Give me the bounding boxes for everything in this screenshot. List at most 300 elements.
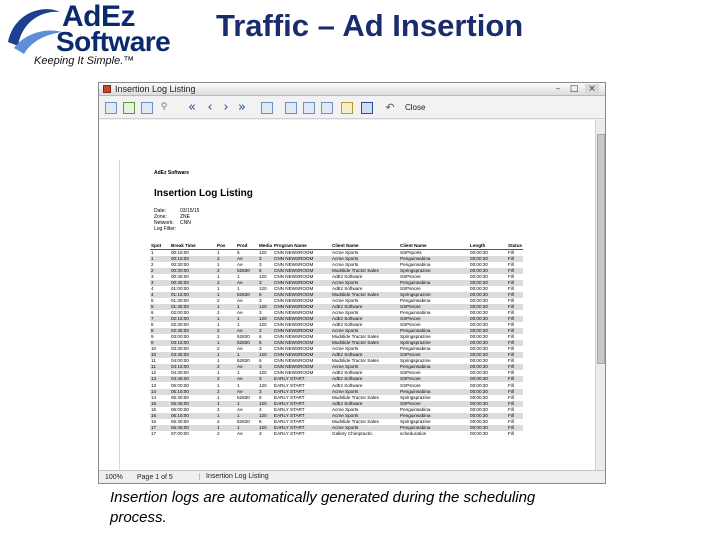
table-cell: 2 <box>216 328 236 334</box>
table-cell: Fill <box>508 249 514 255</box>
table-cell: 120 <box>258 425 273 431</box>
column-header: Pos <box>216 242 236 249</box>
logo-name-bottom: Software <box>56 26 171 57</box>
pdf-icon[interactable] <box>321 102 333 114</box>
table-cell: Penguinsabina <box>399 425 469 431</box>
table-cell: 1 <box>237 273 240 279</box>
column-header: Program Name <box>273 242 331 249</box>
table-cell: 1 <box>236 352 258 358</box>
table-cell: AdEz Software <box>332 382 363 388</box>
table-cell: 120 <box>259 273 267 279</box>
table-cell: 2 <box>217 346 220 352</box>
table-cell: 00:00:30 <box>470 273 488 279</box>
table-cell: EARLY START <box>274 418 305 424</box>
table-cell: 05:00:00 <box>171 382 189 388</box>
table-cell: Fill <box>508 370 514 376</box>
table-cell: 11 <box>150 364 170 370</box>
table-cell: 6 <box>259 334 262 340</box>
table-cell: 00:00:30 <box>470 249 488 255</box>
table-cell: 120 <box>259 249 267 255</box>
table-cell: 14 <box>151 394 157 400</box>
table-cell: 2 <box>217 297 220 303</box>
table-cell: 00:00:30 <box>470 406 488 412</box>
close-window-button[interactable]: × <box>585 84 599 94</box>
table-cell: Fill <box>507 413 523 419</box>
table-cell: 52830 <box>237 334 250 340</box>
table-cell: 3 <box>259 406 262 412</box>
table-cell: Acme Sports <box>331 256 399 262</box>
table-cell: 11 <box>151 358 156 364</box>
table-cell: 6 <box>259 358 262 364</box>
table-cell: AdEz Software <box>332 370 363 376</box>
table-cell: 00:00:30 <box>470 418 488 424</box>
table-cell: 01:45:00 <box>170 304 216 310</box>
table-cell: 00:15:00 <box>171 249 189 255</box>
table-cell: 00:00:30 <box>469 425 507 431</box>
table-cell: Fill <box>508 261 514 267</box>
table-cell: Fill <box>507 352 523 358</box>
table-cell: Penguinsabina <box>399 413 469 419</box>
table-cell: CNN NEWSROOM <box>273 352 331 358</box>
table-cell: Fill <box>507 364 523 370</box>
table-cell: 3 <box>258 376 273 382</box>
table-cell: 3 <box>258 328 273 334</box>
table-cell: Penguinsabina <box>400 297 431 303</box>
table-cell: Fill <box>508 273 514 279</box>
table-cell: SSPsports <box>400 249 422 255</box>
table-cell: 1 <box>237 285 240 291</box>
table-cell: SSPsnore <box>400 370 421 376</box>
table-cell: AdEz Software <box>331 316 399 322</box>
table-cell: Ae <box>236 364 258 370</box>
table-cell: 1 <box>237 322 240 328</box>
table-cell: 3 <box>259 261 262 267</box>
table-cell: 2 <box>216 376 236 382</box>
table-cell: 00:00:30 <box>469 304 507 310</box>
table-cell: 03:15:00 <box>170 340 216 346</box>
slide-caption: Insertion logs are automatically generated during the scheduling process. <box>110 489 536 526</box>
table-cell: Fill <box>507 401 523 407</box>
meta-key: Network: <box>154 220 174 226</box>
table-cell: AdEz Software <box>332 273 363 279</box>
table-cell: 2 <box>216 256 236 262</box>
table-cell: 1 <box>216 352 236 358</box>
table-cell: Ae <box>237 261 243 267</box>
table-cell: 1 <box>217 249 220 255</box>
table-cell: 1 <box>217 394 220 400</box>
table-cell: 07:00:00 <box>171 430 189 436</box>
table-cell: Penguinsabina <box>399 256 469 262</box>
table-cell: 2 <box>217 406 220 412</box>
table-cell: 02:00:00 <box>171 309 189 315</box>
table-cell: Fill <box>507 304 523 310</box>
table-cell: 8 <box>151 322 154 328</box>
table-cell: 7 <box>150 316 170 322</box>
table-cell: Penguinsabina <box>399 280 469 286</box>
search-icon[interactable]: ⚲ <box>160 102 168 112</box>
table-cell: 1 <box>217 382 220 388</box>
table-cell: 00:45:00 <box>171 273 189 279</box>
open-folder-icon[interactable] <box>341 102 353 114</box>
table-cell: 14 <box>150 389 170 395</box>
table-cell: CNN NEWSROOM <box>274 334 314 340</box>
table-cell: CNN NEWSROOM <box>274 370 314 376</box>
meta-value: CNN <box>180 220 191 226</box>
table-cell: 1 <box>150 256 170 262</box>
table-cell: 6 <box>258 292 273 298</box>
table-cell: 3 <box>258 364 273 370</box>
table-cell: CNN NEWSROOM <box>273 256 331 262</box>
table-cell: Penguinsabina <box>399 328 469 334</box>
table-cell: 00:00:30 <box>469 268 507 274</box>
table-cell: CNN NEWSROOM <box>273 280 331 286</box>
table-cell: 16 <box>151 418 157 424</box>
logo-name-top: AdEz <box>62 0 135 33</box>
table-cell: 6 <box>259 418 262 424</box>
table-cell: Ae <box>237 430 243 436</box>
table-cell: 00:15:00 <box>170 256 216 262</box>
table-cell: 3 <box>259 346 262 352</box>
table-cell: 1 <box>216 425 236 431</box>
table-cell: 52830 <box>237 358 250 364</box>
table-cell: 1 <box>236 413 258 419</box>
table-cell: 00:30:00 <box>171 261 189 267</box>
table-cell: Springsprazine <box>400 358 431 364</box>
table-cell: 6 <box>151 309 154 315</box>
meta-row <box>154 226 199 232</box>
table-cell: 120 <box>258 401 273 407</box>
table-cell: Springsprazine <box>399 340 469 346</box>
report-company: AdEz Software <box>154 170 190 176</box>
logo-tagline: Keeping It Simple.™ <box>34 55 135 67</box>
meta-value: 03/15/15 <box>180 208 200 214</box>
table-cell: Ae <box>237 297 243 303</box>
next-page-icon[interactable]: › <box>223 100 229 115</box>
table-cell: Ae <box>237 406 243 412</box>
table-cell: Penguinsabina <box>400 261 431 267</box>
table-cell: 120 <box>259 285 267 291</box>
table-cell: Penguinsabina <box>399 389 469 395</box>
table-cell: AdEz Software <box>331 304 399 310</box>
table-cell: 00:00:30 <box>469 352 507 358</box>
table-cell: 17 <box>151 430 157 436</box>
table-cell: 1 <box>217 370 220 376</box>
vertical-scrollbar[interactable] <box>595 120 606 470</box>
window-titlebar[interactable] <box>99 83 605 96</box>
table-cell: Fill <box>508 309 514 315</box>
table-cell: SSPsnore <box>400 273 421 279</box>
table-cell: CNN NEWSROOM <box>273 340 331 346</box>
last-page-icon[interactable]: » <box>238 100 246 115</box>
table-cell: Acme Sports <box>331 280 399 286</box>
table-cell: Fill <box>507 256 523 262</box>
table-cell: CNN NEWSROOM <box>274 346 314 352</box>
minimize-button[interactable]: – <box>555 84 561 94</box>
table-cell: Acme Sports <box>332 346 359 352</box>
table-header-row <box>150 242 523 249</box>
table-cell: CNN NEWSROOM <box>274 297 314 303</box>
table-cell: Mudslide Tractor Sales <box>332 358 379 364</box>
table-cell: 3 <box>259 297 262 303</box>
table-cell: CNN NEWSROOM <box>273 328 331 334</box>
table-cell: CNN NEWSROOM <box>274 261 314 267</box>
table-cell: EARLY START <box>273 413 331 419</box>
table-cell: 1 <box>216 413 236 419</box>
table-cell: 1 <box>217 285 220 291</box>
table-cell: 3 <box>258 389 273 395</box>
table-cell: 04:15:00 <box>170 364 216 370</box>
table-cell: 2 <box>216 364 236 370</box>
table-cell: 00:00:30 <box>469 413 507 419</box>
table-cell: 1 <box>216 292 236 298</box>
table-cell: 52830 <box>236 292 258 298</box>
page-indicator: Page 1 of 5 <box>137 474 173 481</box>
table-cell: Fill <box>507 376 523 382</box>
table-cell: 2 <box>216 268 236 274</box>
table-cell: 03:45:00 <box>170 352 216 358</box>
table-cell: 1 <box>237 370 240 376</box>
table-cell: 1 <box>236 425 258 431</box>
table-cell: Fill <box>508 334 514 340</box>
table-cell: CNN NEWSROOM <box>274 249 314 255</box>
table-cell: CNN NEWSROOM <box>274 358 314 364</box>
table-cell: 04:30:00 <box>171 370 189 376</box>
table-cell: 52830 <box>237 418 250 424</box>
table-cell: 5 <box>237 249 240 255</box>
table-cell: 00:00:30 <box>470 370 488 376</box>
table-cell: 02:15:00 <box>170 316 216 322</box>
table-cell: SSPsnore <box>399 316 469 322</box>
table-cell: Fill <box>508 430 514 436</box>
table-cell: 00:00:30 <box>469 316 507 322</box>
table-cell: Fill <box>508 285 514 291</box>
table-cell: 00:00:30 <box>469 364 507 370</box>
table-cell: Fill <box>508 322 514 328</box>
table-cell: 00:00:30 <box>470 394 488 400</box>
table-cell: 3 <box>259 430 262 436</box>
table-cell: 15 <box>151 406 157 412</box>
table-cell: Fill <box>508 394 514 400</box>
table-cell: 00:00:30 <box>470 382 488 388</box>
table-cell: Acme Sports <box>331 425 399 431</box>
table-cell: Mudslide Tractor Sales <box>331 340 399 346</box>
page-setup-icon[interactable] <box>141 102 153 114</box>
table-cell: Ae <box>236 328 258 334</box>
table-cell: 00:00:30 <box>470 261 488 267</box>
window-title: Insertion Log Listing <box>115 84 196 94</box>
table-cell: 03:30:00 <box>171 346 189 352</box>
column-header: Length <box>469 242 507 249</box>
table-cell: 120 <box>259 370 267 376</box>
report-viewer-window <box>98 82 606 484</box>
table-cell: EARLY START <box>274 382 305 388</box>
column-header: Prod <box>236 242 258 249</box>
save-icon[interactable] <box>361 102 373 114</box>
table-cell: 17 <box>150 425 170 431</box>
status-bar <box>99 470 605 484</box>
table-cell: 01:00:00 <box>171 285 189 291</box>
table-cell: 00:00:30 <box>469 401 507 407</box>
table-cell: 1 <box>217 261 220 267</box>
table-cell: Acme Sports <box>332 261 359 267</box>
table-cell: Fill <box>507 340 523 346</box>
table-cell: 120 <box>259 322 267 328</box>
insertion-log-table <box>150 242 523 437</box>
scrollbar-thumb[interactable] <box>597 134 605 364</box>
table-cell: Mudslide Tractor Sales <box>332 418 379 424</box>
table-cell: 06:00:00 <box>171 406 189 412</box>
table-cell: 9 <box>151 334 154 340</box>
table-cell: Penguinsabina <box>400 346 431 352</box>
table-cell: 01:15:00 <box>170 292 216 298</box>
table-cell: 04:00:00 <box>171 358 189 364</box>
table-cell: Fill <box>507 280 523 286</box>
previous-page-icon[interactable]: ‹ <box>207 100 213 115</box>
first-page-icon[interactable]: « <box>188 100 196 115</box>
close-report-icon[interactable]: ↶ <box>385 101 395 114</box>
table-cell: Acme Sports <box>331 413 399 419</box>
column-header: Media <box>259 242 273 248</box>
table-cell: 00:00:30 <box>470 297 488 303</box>
table-cell: Fill <box>507 425 523 431</box>
table-cell: 13 <box>151 382 157 388</box>
table-cell: Fill <box>507 292 523 298</box>
print-preview-icon[interactable] <box>123 102 135 114</box>
table-cell: 06:45:00 <box>170 425 216 431</box>
column-header: Client Name <box>399 242 469 249</box>
table-cell: 00:00:30 <box>470 358 488 364</box>
table-cell: CNN NEWSROOM <box>273 316 331 322</box>
export-icon[interactable] <box>105 102 117 114</box>
table-cell: Ae <box>236 256 258 262</box>
table-cell: 3 <box>258 256 273 262</box>
zoom-level[interactable]: 100% <box>105 474 123 481</box>
app-icon <box>103 85 111 93</box>
table-cell: 4 <box>151 285 154 291</box>
table-cell: Gallery Chiropractic <box>332 430 373 436</box>
print-icon[interactable] <box>261 102 273 114</box>
table-cell: 1 <box>151 249 154 255</box>
table-cell: 1 <box>236 316 258 322</box>
table-cell: SSPsnore <box>400 322 421 328</box>
table-cell: 00:00:30 <box>470 309 488 315</box>
table-cell: 00:30:00 <box>170 268 216 274</box>
column-header: Spot <box>150 242 170 249</box>
table-cell: 00:00:30 <box>469 328 507 334</box>
table-cell: CNN NEWSROOM <box>274 273 314 279</box>
table-body <box>150 249 523 437</box>
table-cell: 6 <box>259 394 262 400</box>
table-cell: 10 <box>150 352 170 358</box>
table-cell: Springsprazine <box>400 334 431 340</box>
table-cell: 02:45:00 <box>170 328 216 334</box>
close-label[interactable]: Close <box>405 103 426 112</box>
table-cell: SSPsnore <box>399 304 469 310</box>
table-cell: scheduration <box>400 430 427 436</box>
table-cell: 01:30:00 <box>171 297 189 303</box>
table-cell: Fill <box>508 346 514 352</box>
adez-logo <box>4 2 194 76</box>
table-cell: Ae <box>236 389 258 395</box>
table-cell: Ae <box>237 346 243 352</box>
meta-key: Zone: <box>154 214 167 220</box>
table-cell: Acme Sports <box>331 364 399 370</box>
table-cell: 12 <box>151 370 157 376</box>
table-cell: AdEz Software <box>331 401 399 407</box>
table-cell: CNN NEWSROOM <box>273 304 331 310</box>
table-cell: 3 <box>150 280 170 286</box>
table-cell: 00:00:30 <box>469 292 507 298</box>
table-cell: Springsprazine <box>400 394 431 400</box>
table-cell: CNN NEWSROOM <box>274 322 314 328</box>
table-cell: CNN NEWSROOM <box>274 309 314 315</box>
table-cell: 16 <box>150 413 170 419</box>
table-cell: CNN NEWSROOM <box>274 285 314 291</box>
report-meta <box>154 208 199 232</box>
table-cell: 3 <box>258 280 273 286</box>
table-cell: Springsprazine <box>399 292 469 298</box>
viewer-toolbar <box>99 97 605 119</box>
table-cell: SSPsnore <box>400 285 421 291</box>
copy-icon[interactable] <box>285 102 297 114</box>
table-cell: Acme Sports <box>332 249 359 255</box>
table-cell: 52830 <box>236 268 258 274</box>
table-cell: 05:30:00 <box>171 394 189 400</box>
table-cell: 15 <box>150 401 170 407</box>
table-cell: 1 <box>236 304 258 310</box>
table-cell: 00:00:30 <box>469 340 507 346</box>
table-cell: 1 <box>216 304 236 310</box>
table-cell: 52830 <box>237 394 250 400</box>
table-cell: 03:00:00 <box>171 334 189 340</box>
table-cell: 00:45:00 <box>170 280 216 286</box>
report-title: Insertion Log Listing <box>154 188 253 199</box>
table-cell: 06:30:00 <box>171 418 189 424</box>
table-cell: 1 <box>237 382 240 388</box>
slide-title: Traffic – Ad Insertion <box>216 8 524 43</box>
maximize-button[interactable]: □ <box>569 84 579 94</box>
table-cell: Fill <box>508 406 514 412</box>
table-cell: AdEz Software <box>331 352 399 358</box>
table-cell: EARLY START <box>273 376 331 382</box>
table-cell: 1 <box>217 322 220 328</box>
table-cell: SSPsnore <box>399 401 469 407</box>
table-cell: EARLY START <box>274 394 305 400</box>
table-cell: 9 <box>150 340 170 346</box>
table-cell: Fill <box>507 328 523 334</box>
table-cell: CNN NEWSROOM <box>273 364 331 370</box>
table-cell: 2 <box>217 334 220 340</box>
table-cell: Mudslide Tractor Sales <box>332 334 379 340</box>
table-cell: AdEz Software <box>332 285 363 291</box>
table-cell: 5 <box>151 297 154 303</box>
table-cell: EARLY START <box>274 430 305 436</box>
table-cell: Mudslide Tractor Sales <box>332 394 379 400</box>
table-cell: SSPsnore <box>399 376 469 382</box>
table-cell: Ae <box>236 376 258 382</box>
column-header: Status <box>508 242 523 248</box>
table-cell: 05:15:00 <box>170 389 216 395</box>
table-cell: AdEz Software <box>331 376 399 382</box>
email-icon[interactable] <box>303 102 315 114</box>
table-cell: 06:15:00 <box>170 413 216 419</box>
table-cell: 4 <box>150 292 170 298</box>
table-cell: Penguinsabina <box>400 406 431 412</box>
table-cell: Fill <box>507 316 523 322</box>
table-cell: Penguinsabina <box>399 364 469 370</box>
table-cell: 2 <box>217 430 220 436</box>
table-cell: CNN NEWSROOM <box>273 292 331 298</box>
